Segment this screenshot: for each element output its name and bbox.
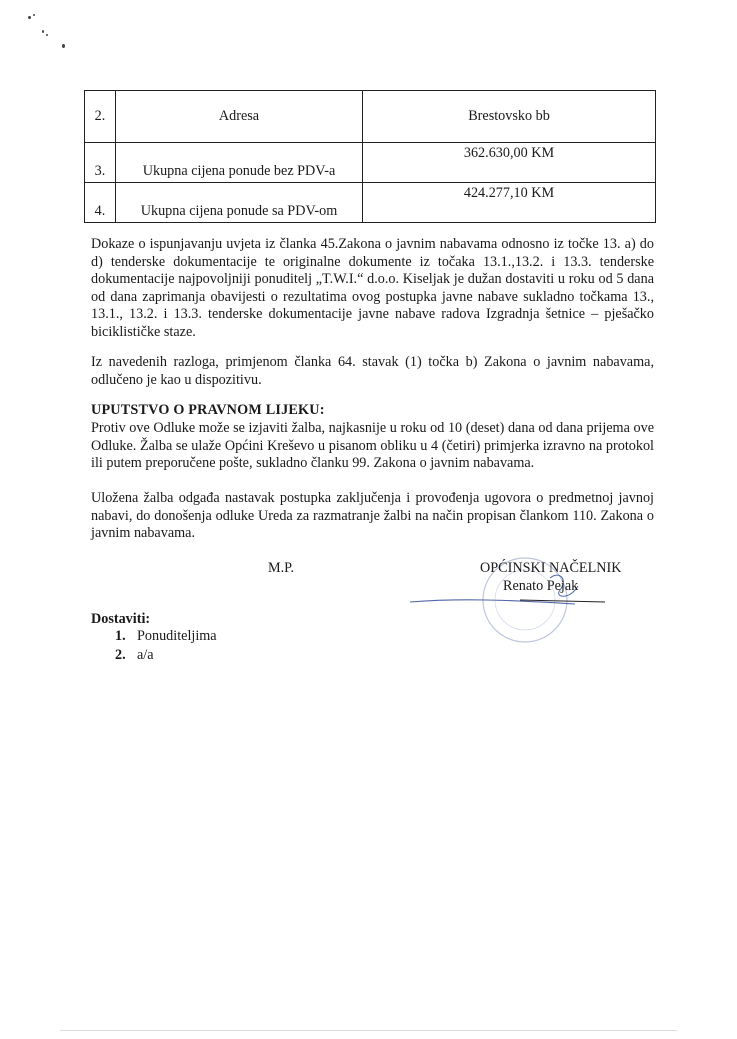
distribution-list xyxy=(115,627,217,665)
decision-paragraph: Iz navedenih razloga, primjenom članka 64. stavak (1) točka b) Zakona o javnim nabavama, odlučeno je kao u dispozitivu. xyxy=(91,354,654,388)
evidence-paragraph: Dokaze o ispunjavanju uvjeta iz članka 45.Zakona o javnim nabavama odnosno iz točke 13. a) do d) tenderske dokumentacije te originalne dokumente iz točaka 13.1.,13.2. i 13.3. tenderske dokumentacije najpovoljniji ponuditelj „T.W.I.“ d.o.o. Kiseljak je dužan dostaviti u roku od 5 dana od dana zaprimanja obavijesti o rezultatima ovog postupka javne nabave sukladno točkama 13., 13.1., 13.2. i 13.3. tenderske dokumentacije javne nabave radova Izgradnja šetnice – pješačko biciklističke staze. xyxy=(91,236,654,340)
signatory-name: Renato Pejak xyxy=(503,578,579,594)
item-text: Ponuditeljima xyxy=(137,628,217,644)
row-label: Adresa xyxy=(116,91,363,143)
appeal-effect-paragraph: Uložena žalba odgađa nastavak postupka zaključenja i provođenja ugovora o predmetnoj javnoj nabavi, do donošenja odluke Ureda za razmatranje žalbi na način propisan člankom 110. Zakona o javnim nabavama. xyxy=(91,490,654,542)
page-edge-line xyxy=(60,1030,677,1031)
row-value: 362.630,00 KM xyxy=(363,143,656,183)
item-number: 1. xyxy=(115,628,126,644)
stamp-and-signature xyxy=(400,540,620,650)
appeal-paragraph: Protiv ove Odluke može se izjaviti žalba, najkasnije u roku od 10 (deset) dana od dana prijema ove Odluke. Žalba se ulaže Općini Kreševo u pisanom obliku u 4 (četiri) primjerka izravno na protokol ili putem preporučene pošte, sukladno članku 99. Zakona o javnim nabavama. xyxy=(91,420,654,472)
legal-remedy-heading: UPUTSTVO O PRAVNOM LIJEKU: xyxy=(91,402,325,418)
list-item xyxy=(115,646,217,665)
row-number: 3. xyxy=(85,143,116,183)
row-label: Ukupna cijena ponude bez PDV-a xyxy=(116,143,363,183)
row-value: 424.277,10 KM xyxy=(363,183,656,223)
table-row xyxy=(85,91,656,143)
table-row xyxy=(85,143,656,183)
distribution-heading: Dostaviti: xyxy=(91,611,151,627)
item-number: 2. xyxy=(115,647,126,663)
list-item xyxy=(115,627,217,646)
scan-specks xyxy=(26,12,56,52)
signatory-title: OPĆINSKI NAČELNIK xyxy=(480,560,622,576)
row-label: Ukupna cijena ponude sa PDV-om xyxy=(116,183,363,223)
row-number: 4. xyxy=(85,183,116,223)
item-text: a/a xyxy=(137,647,154,663)
row-number: 2. xyxy=(85,91,116,143)
seal-placeholder: M.P. xyxy=(268,560,295,576)
table-row xyxy=(85,183,656,223)
row-value: Brestovsko bb xyxy=(363,91,656,143)
offer-details-table xyxy=(84,90,656,223)
